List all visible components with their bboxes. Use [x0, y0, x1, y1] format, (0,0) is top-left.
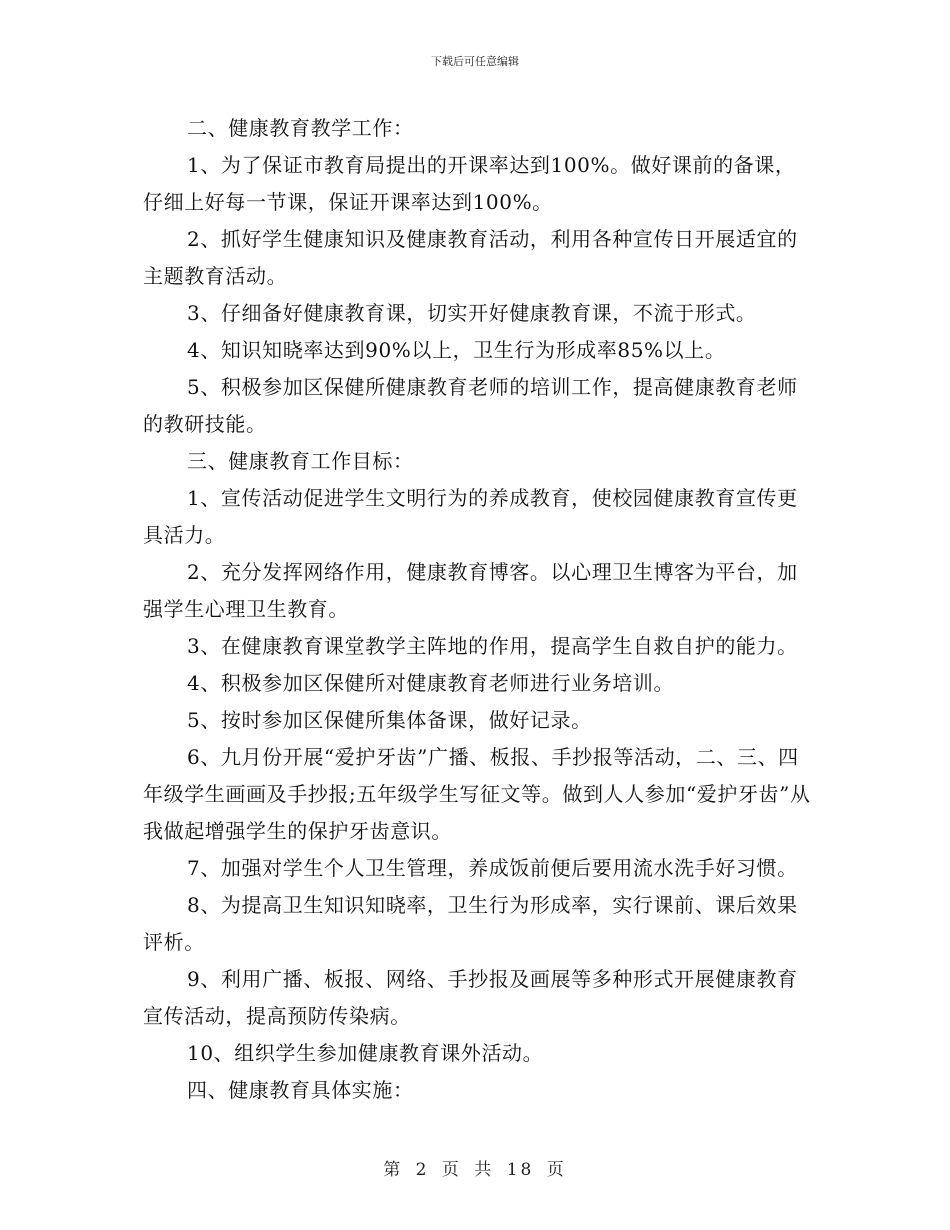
paragraph: 7、加强对学生个人卫生管理，养成饭前便后要用流水洗手好习惯。	[187, 856, 798, 880]
paragraph: 3、仔细备好健康教育课，切实开好健康教育课，不流于形式。	[187, 301, 757, 325]
paragraph: 2、抓好学生健康知识及健康教育活动，利用各种宣传日开展适宜的主题教育活动。	[143, 227, 798, 288]
paragraph: 5、积极参加区保健所健康教育老师的培训工作，提高健康教育老师的教研技能。	[143, 375, 798, 436]
paragraph: 3、在健康教育课堂教学主阵地的作用，提高学生自救自护的能力。	[187, 634, 798, 658]
paragraph: 1、宣传活动促进学生文明行为的养成教育，使校园健康教育宣传更具活力。	[143, 486, 798, 547]
page-number: 第 2 页 共 18 页	[383, 1160, 567, 1180]
paragraph: 8、为提高卫生知识知晓率，卫生行为形成率，实行课前、课后效果评析。	[143, 893, 798, 954]
paragraph-section-2-heading: 二、健康教育教学工作：	[187, 116, 414, 140]
paragraph: 10、组织学生参加健康教育课外活动。	[187, 1041, 544, 1065]
paragraph: 9、利用广播、板报、网络、手抄报及画展等多种形式开展健康教育宣传活动，提高预防传染病。	[143, 967, 798, 1028]
paragraph-section-3-heading: 三、健康教育工作目标：	[187, 449, 414, 473]
paragraph: 6、九月份开展“爱护牙齿”广播、板报、手抄报等活动，二、三、四年级学生画画及手抄报;五年级学生写征文等。做到人人参加“爱护牙齿”从我做起增强学生的保护牙齿意识。	[143, 745, 811, 843]
paragraph-section-4-heading: 四、健康教育具体实施：	[187, 1078, 414, 1102]
paragraph: 2、充分发挥网络作用，健康教育博客。以心理卫生博客为平台，加强学生心理卫生教育。	[143, 560, 798, 621]
page-header-note: 下载后可任意编辑	[431, 55, 519, 68]
document-body	[143, 110, 815, 1109]
paragraph: 1、为了保证市教育局提出的开课率达到100%。做好课前的备课，仔细上好每一节课，保证开课率达到100%。	[143, 153, 796, 214]
paragraph: 4、知识知晓率达到90%以上，卫生行为形成率85%以上。	[187, 338, 726, 362]
paragraph: 5、按时参加区保健所集体备课，做好记录。	[187, 708, 592, 732]
paragraph: 4、积极参加区保健所对健康教育老师进行业务培训。	[187, 671, 675, 695]
